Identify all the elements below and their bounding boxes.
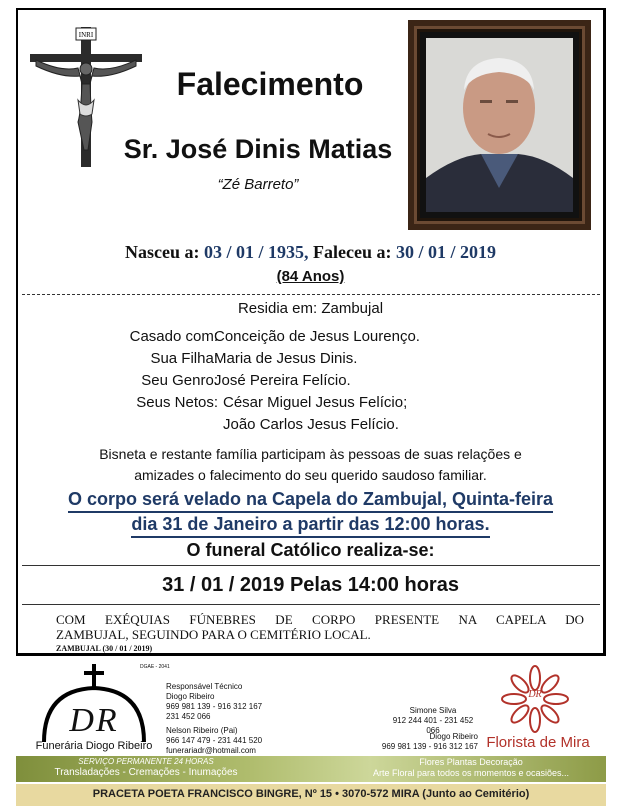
divider [22, 294, 600, 295]
funeraria-initials: DR [69, 702, 119, 739]
died-label: Faleceu a: [313, 242, 392, 262]
secondary-contact: Nelson Ribeiro (Pai) 966 147 479 - 231 441 520 funerariadr@hotmail.com [166, 726, 263, 755]
family-message: Bisneta e restante família participam às pessoas de suas relações e amizades o falecimento do seu querido saudoso familiar. [99, 446, 522, 483]
footer-ad [16, 660, 606, 808]
dates-line [18, 242, 603, 263]
notice-reference: ZAMBUJAL (30 / 01 / 2019) [56, 644, 153, 653]
wake-info: O corpo será velado na Capela do Zambujal, Quinta-feira dia 31 de Janeiro a partir das 12:00 horas. [18, 488, 603, 538]
tech-contact: Responsável Técnico Diogo Ribeiro 969 981 139 - 916 312 167 231 452 066 [166, 682, 263, 721]
portrait-frame [408, 20, 591, 230]
divider [22, 604, 600, 605]
page-title: Falecimento [176, 66, 364, 102]
funeraria-name: Funerária Diogo Ribeiro [35, 740, 153, 752]
died-date: 30 / 01 / 2019 [395, 242, 496, 262]
nickname: “Zé Barreto” [217, 176, 299, 193]
license: DGAE - 2041 [140, 664, 170, 670]
deceased-name: Sr. José Dinis Matias [123, 134, 393, 164]
born-label: Nasceu a: [125, 242, 200, 262]
diogo-contact: Diogo Ribeiro 969 981 139 - 916 312 167 [381, 732, 478, 751]
simone-contact: Simone Silva 912 244 401 - 231 452 066 [392, 706, 474, 735]
age: (84 Anos) [276, 268, 345, 285]
exequies-text: COM EXÉQUIAS FÚNEBRES DE CORPO PRESENTE NA CAPELA DO ZAMBUJAL, SEGUINDO PARA O CEMITÉRIO LOCAL. [56, 612, 584, 642]
svg-text:INRI: INRI [78, 31, 94, 39]
relatives-list: Casado com: Conceição de Jesus Lourenço. Sua Filha: Maria de Jesus Dinis. Seu Genro: José Pereira Felício. Seus Netos: César Miguel Jesus Felício; João Carlos Jesus Felício. [129, 328, 420, 433]
portrait-photo [426, 38, 573, 212]
florist-initials: DR [528, 689, 542, 700]
florist-name: Florista de Mira [486, 734, 590, 751]
residence: Residia em: Zambujal [237, 300, 384, 317]
address: PRACETA POETA FRANCISCO BINGRE, Nº 15 • 3070-572 MIRA (Junto ao Cemitério) [92, 788, 530, 800]
services-band: SERVIÇO PERMANENTE 24 HORAS Transladações - Cremações - Inumações Flores Plantas Decoração Arte Floral para todos os momentos e ocasiões... [16, 756, 606, 782]
funeral-heading: O funeral Católico realiza-se: [186, 540, 435, 560]
funeral-datetime: 31 / 01 / 2019 Pelas 14:00 horas [162, 574, 459, 596]
divider [22, 565, 600, 566]
obituary-notice [16, 8, 606, 656]
address-band [16, 784, 606, 806]
born-date: 03 / 01 / 1935, [204, 242, 309, 262]
